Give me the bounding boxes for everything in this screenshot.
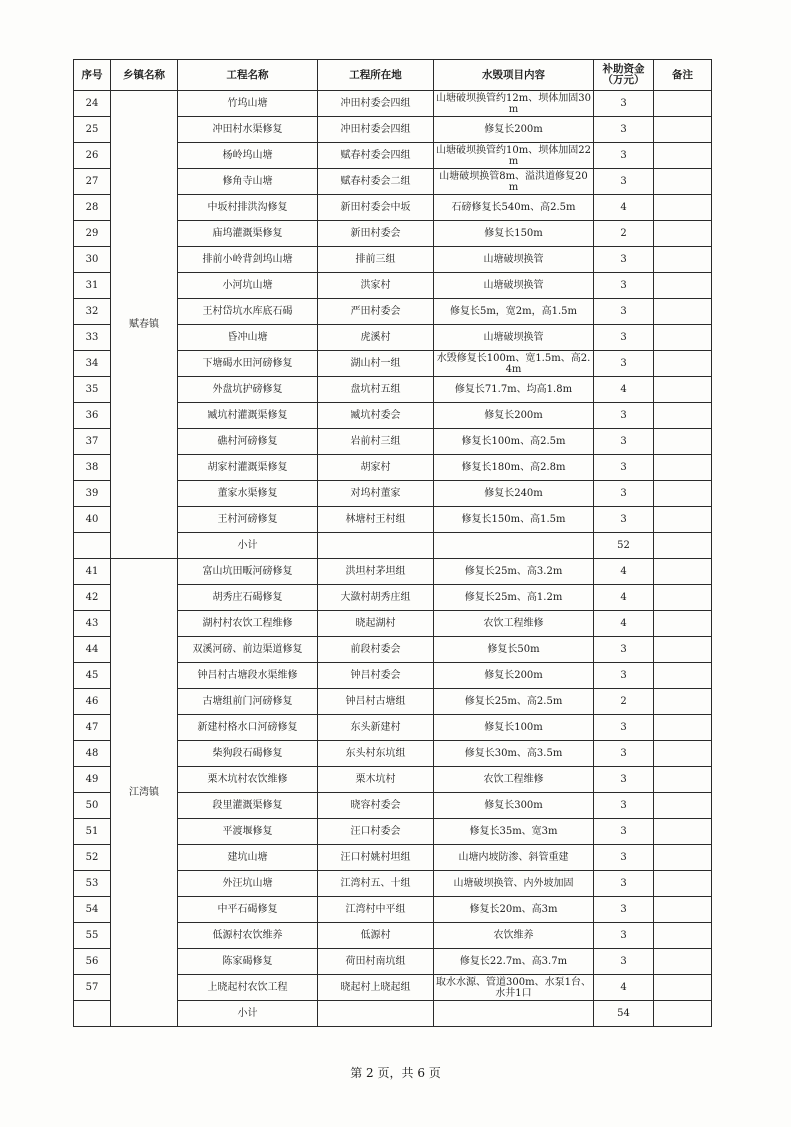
row-remark	[654, 169, 712, 195]
row-seq: 47	[74, 715, 111, 741]
row-location: 洪坦村茅坦组	[318, 559, 434, 585]
row-project-name: 竹坞山塘	[178, 91, 318, 117]
row-project-name: 王村河磅修复	[178, 507, 318, 533]
row-location: 岩前村三组	[318, 429, 434, 455]
row-location: 对坞村董家	[318, 481, 434, 507]
row-project-name: 冲田村水渠修复	[178, 117, 318, 143]
row-content: 修复长25m、高3.2m	[434, 559, 594, 585]
row-project-name: 栗木坑村农饮维修	[178, 767, 318, 793]
subtotal-remark	[654, 1001, 712, 1027]
row-location: 江湾村中平组	[318, 897, 434, 923]
row-content: 修复长180m、高2.8m	[434, 455, 594, 481]
row-location: 新田村委会中坂	[318, 195, 434, 221]
subtotal-content	[434, 1001, 594, 1027]
row-location: 荷田村南坑组	[318, 949, 434, 975]
row-project-name: 臧坑村灌溉渠修复	[178, 403, 318, 429]
row-remark	[654, 195, 712, 221]
row-location: 赋春村委会二组	[318, 169, 434, 195]
row-project-name: 胡家村灌溉渠修复	[178, 455, 318, 481]
row-seq: 30	[74, 247, 111, 273]
row-location: 排前三组	[318, 247, 434, 273]
row-project-name: 昏冲山塘	[178, 325, 318, 351]
row-remark	[654, 221, 712, 247]
row-project-name: 排前小岭背剑坞山塘	[178, 247, 318, 273]
row-content: 修复长71.7m、均高1.8m	[434, 377, 594, 403]
row-project-name: 柴狗段石碣修复	[178, 741, 318, 767]
row-seq: 38	[74, 455, 111, 481]
row-remark	[654, 585, 712, 611]
row-seq: 46	[74, 689, 111, 715]
row-location: 盘坑村五组	[318, 377, 434, 403]
row-remark	[654, 247, 712, 273]
row-content: 修复长240m	[434, 481, 594, 507]
row-funds: 3	[594, 767, 654, 793]
row-content: 修复长100m	[434, 715, 594, 741]
row-seq: 27	[74, 169, 111, 195]
subtotal-value: 52	[594, 533, 654, 559]
row-content: 农饮工程维修	[434, 611, 594, 637]
row-location: 钟吕村古塘组	[318, 689, 434, 715]
subtotal-seq	[74, 533, 111, 559]
row-content: 修复长50m	[434, 637, 594, 663]
row-project-name: 低源村农饮维养	[178, 923, 318, 949]
row-location: 大潋村胡秀庄组	[318, 585, 434, 611]
row-remark	[654, 689, 712, 715]
row-remark	[654, 663, 712, 689]
row-remark	[654, 325, 712, 351]
row-project-name: 新建村格水口河磅修复	[178, 715, 318, 741]
row-location: 东头村东坑组	[318, 741, 434, 767]
row-seq: 32	[74, 299, 111, 325]
row-project-name: 外盘坑护磅修复	[178, 377, 318, 403]
row-location: 胡家村	[318, 455, 434, 481]
row-seq: 29	[74, 221, 111, 247]
row-remark	[654, 91, 712, 117]
row-funds: 3	[594, 429, 654, 455]
header-town: 乡镇名称	[111, 60, 178, 91]
row-location: 湖山村一组	[318, 351, 434, 377]
row-location: 晓起村上晓起组	[318, 975, 434, 1001]
header-seq: 序号	[74, 60, 111, 91]
header-location: 工程所在地	[318, 60, 434, 91]
row-funds: 3	[594, 793, 654, 819]
row-content: 修复长200m	[434, 403, 594, 429]
row-remark	[654, 507, 712, 533]
row-funds: 3	[594, 715, 654, 741]
row-content: 山塘内坡防渗、斜管重建	[434, 845, 594, 871]
row-content: 修复长30m、高3.5m	[434, 741, 594, 767]
row-seq: 35	[74, 377, 111, 403]
row-location: 严田村委会	[318, 299, 434, 325]
row-project-name: 小河坑山塘	[178, 273, 318, 299]
row-funds: 3	[594, 117, 654, 143]
row-content: 修复长150m、高1.5m	[434, 507, 594, 533]
row-funds: 3	[594, 143, 654, 169]
row-content: 山塘破坝换管	[434, 247, 594, 273]
row-remark	[654, 273, 712, 299]
row-remark	[654, 117, 712, 143]
row-remark	[654, 351, 712, 377]
row-project-name: 钟吕村古塘段水渠维修	[178, 663, 318, 689]
row-seq: 54	[74, 897, 111, 923]
row-funds: 3	[594, 351, 654, 377]
row-funds: 3	[594, 481, 654, 507]
row-seq: 26	[74, 143, 111, 169]
row-location: 钟吕村委会	[318, 663, 434, 689]
row-location: 林塘村王村组	[318, 507, 434, 533]
row-seq: 49	[74, 767, 111, 793]
row-seq: 40	[74, 507, 111, 533]
row-remark	[654, 741, 712, 767]
row-content: 修复长25m、高2.5m	[434, 689, 594, 715]
row-project-name: 古塘组前门河磅修复	[178, 689, 318, 715]
row-location: 晓容村委会	[318, 793, 434, 819]
row-content: 取水水源、管道300m、水泵1台、水井1口	[434, 975, 594, 1001]
row-project-name: 庙坞灌溉渠修复	[178, 221, 318, 247]
row-location: 洪家村	[318, 273, 434, 299]
row-location: 汪口村委会	[318, 819, 434, 845]
row-project-name: 富山坑田畈河磅修复	[178, 559, 318, 585]
row-seq: 25	[74, 117, 111, 143]
row-project-name: 段里灌溉渠修复	[178, 793, 318, 819]
row-seq: 36	[74, 403, 111, 429]
subtotal-location	[318, 533, 434, 559]
row-content: 修复长200m	[434, 117, 594, 143]
row-project-name: 王村岱坑水库底石碣	[178, 299, 318, 325]
row-remark	[654, 923, 712, 949]
row-seq: 33	[74, 325, 111, 351]
row-location: 低源村	[318, 923, 434, 949]
row-funds: 3	[594, 871, 654, 897]
row-remark	[654, 897, 712, 923]
row-project-name: 修角寺山塘	[178, 169, 318, 195]
subtotal-label: 小计	[178, 533, 318, 559]
row-funds: 3	[594, 273, 654, 299]
header-name: 工程名称	[178, 60, 318, 91]
row-content: 修复长20m、高3m	[434, 897, 594, 923]
row-remark	[654, 871, 712, 897]
row-content: 修复长5m，宽2m，高1.5m	[434, 299, 594, 325]
row-location: 冲田村委会四组	[318, 117, 434, 143]
row-funds: 3	[594, 247, 654, 273]
row-content: 山塘破坝换管	[434, 273, 594, 299]
row-project-name: 中坂村排洪沟修复	[178, 195, 318, 221]
row-seq: 56	[74, 949, 111, 975]
row-location: 冲田村委会四组	[318, 91, 434, 117]
row-location: 虎溪村	[318, 325, 434, 351]
subtotal-location	[318, 1001, 434, 1027]
row-seq: 28	[74, 195, 111, 221]
row-content: 修复长25m、高1.2m	[434, 585, 594, 611]
row-funds: 3	[594, 91, 654, 117]
row-seq: 31	[74, 273, 111, 299]
header-content: 水毁项目内容	[434, 60, 594, 91]
row-funds: 4	[594, 559, 654, 585]
page-footer: 第 2 页，共 6 页	[350, 1066, 441, 1080]
row-project-name: 礁村河磅修复	[178, 429, 318, 455]
row-location: 江湾村五、十组	[318, 871, 434, 897]
row-remark	[654, 767, 712, 793]
row-project-name: 胡秀庄石碣修复	[178, 585, 318, 611]
town-name: 江湾镇	[111, 559, 178, 1027]
row-funds: 3	[594, 819, 654, 845]
row-remark	[654, 845, 712, 871]
row-funds: 3	[594, 741, 654, 767]
row-funds: 4	[594, 585, 654, 611]
row-content: 修复长200m	[434, 663, 594, 689]
row-project-name: 下塘碣水田河磅修复	[178, 351, 318, 377]
row-seq: 55	[74, 923, 111, 949]
table-row	[74, 91, 712, 117]
row-location: 东头新建村	[318, 715, 434, 741]
row-funds: 3	[594, 507, 654, 533]
row-funds: 3	[594, 949, 654, 975]
row-funds: 3	[594, 897, 654, 923]
row-seq: 37	[74, 429, 111, 455]
row-funds: 3	[594, 923, 654, 949]
row-project-name: 中平石碣修复	[178, 897, 318, 923]
row-project-name: 湖村村农饮工程维修	[178, 611, 318, 637]
row-remark	[654, 949, 712, 975]
row-funds: 3	[594, 299, 654, 325]
row-project-name: 杨岭坞山塘	[178, 143, 318, 169]
row-seq: 39	[74, 481, 111, 507]
row-project-name: 建坑山塘	[178, 845, 318, 871]
row-funds: 3	[594, 169, 654, 195]
row-remark	[654, 559, 712, 585]
row-project-name: 陈家碣修复	[178, 949, 318, 975]
row-funds: 2	[594, 689, 654, 715]
row-funds: 4	[594, 377, 654, 403]
row-content: 山塘破坝换管、内外坡加固	[434, 871, 594, 897]
row-remark	[654, 455, 712, 481]
row-seq: 57	[74, 975, 111, 1001]
project-table	[73, 59, 712, 1027]
row-funds: 4	[594, 975, 654, 1001]
row-funds: 4	[594, 195, 654, 221]
row-content: 修复长100m、高2.5m	[434, 429, 594, 455]
row-seq: 48	[74, 741, 111, 767]
header-funds: 补助资金（万元）	[594, 60, 654, 91]
row-remark	[654, 819, 712, 845]
row-funds: 3	[594, 637, 654, 663]
town-name: 赋春镇	[111, 91, 178, 559]
row-content: 水毁修复长100m、宽1.5m、高2.4m	[434, 351, 594, 377]
subtotal-label: 小计	[178, 1001, 318, 1027]
row-content: 农饮工程维修	[434, 767, 594, 793]
row-location: 栗木坑村	[318, 767, 434, 793]
row-funds: 3	[594, 663, 654, 689]
row-remark	[654, 975, 712, 1001]
row-remark	[654, 611, 712, 637]
row-content: 石磅修复长540m、高2.5m	[434, 195, 594, 221]
table-header-row	[74, 60, 712, 91]
row-seq: 42	[74, 585, 111, 611]
row-location: 赋春村委会四组	[318, 143, 434, 169]
row-remark	[654, 299, 712, 325]
row-content: 山塘破坝换管	[434, 325, 594, 351]
row-content: 修复长35m、宽3m	[434, 819, 594, 845]
row-location: 前段村委会	[318, 637, 434, 663]
row-content: 山塘破坝换管8m、溢洪道修复20m	[434, 169, 594, 195]
header-remark: 备注	[654, 60, 712, 91]
row-seq: 24	[74, 91, 111, 117]
row-project-name: 平渡堰修复	[178, 819, 318, 845]
row-seq: 52	[74, 845, 111, 871]
row-project-name: 外汪坑山塘	[178, 871, 318, 897]
row-funds: 3	[594, 845, 654, 871]
subtotal-content	[434, 533, 594, 559]
row-content: 修复长150m	[434, 221, 594, 247]
row-project-name: 上晓起村农饮工程	[178, 975, 318, 1001]
row-content: 修复长22.7m、高3.7m	[434, 949, 594, 975]
row-location: 臧坑村委会	[318, 403, 434, 429]
row-seq: 34	[74, 351, 111, 377]
row-seq: 51	[74, 819, 111, 845]
row-location: 新田村委会	[318, 221, 434, 247]
row-funds: 3	[594, 325, 654, 351]
row-seq: 53	[74, 871, 111, 897]
row-remark	[654, 793, 712, 819]
row-remark	[654, 481, 712, 507]
row-remark	[654, 715, 712, 741]
row-project-name: 双溪河磅、前边渠道修复	[178, 637, 318, 663]
subtotal-remark	[654, 533, 712, 559]
row-seq: 41	[74, 559, 111, 585]
row-seq: 45	[74, 663, 111, 689]
row-seq: 44	[74, 637, 111, 663]
row-content: 农饮维养	[434, 923, 594, 949]
row-funds: 4	[594, 611, 654, 637]
row-content: 山塘破坝换管约10m、坝体加固22m	[434, 143, 594, 169]
row-location: 汪口村姚村坦组	[318, 845, 434, 871]
row-remark	[654, 143, 712, 169]
row-remark	[654, 637, 712, 663]
row-remark	[654, 429, 712, 455]
row-location: 晓起湖村	[318, 611, 434, 637]
subtotal-seq	[74, 1001, 111, 1027]
row-remark	[654, 403, 712, 429]
row-seq: 50	[74, 793, 111, 819]
row-remark	[654, 377, 712, 403]
subtotal-value: 54	[594, 1001, 654, 1027]
table-row	[74, 559, 712, 585]
row-funds: 3	[594, 403, 654, 429]
row-content: 修复长300m	[434, 793, 594, 819]
table-body	[74, 91, 712, 1027]
row-content: 山塘破坝换管约12m、坝体加固30m	[434, 91, 594, 117]
row-project-name: 董家水渠修复	[178, 481, 318, 507]
row-funds: 3	[594, 455, 654, 481]
row-funds: 2	[594, 221, 654, 247]
row-seq: 43	[74, 611, 111, 637]
